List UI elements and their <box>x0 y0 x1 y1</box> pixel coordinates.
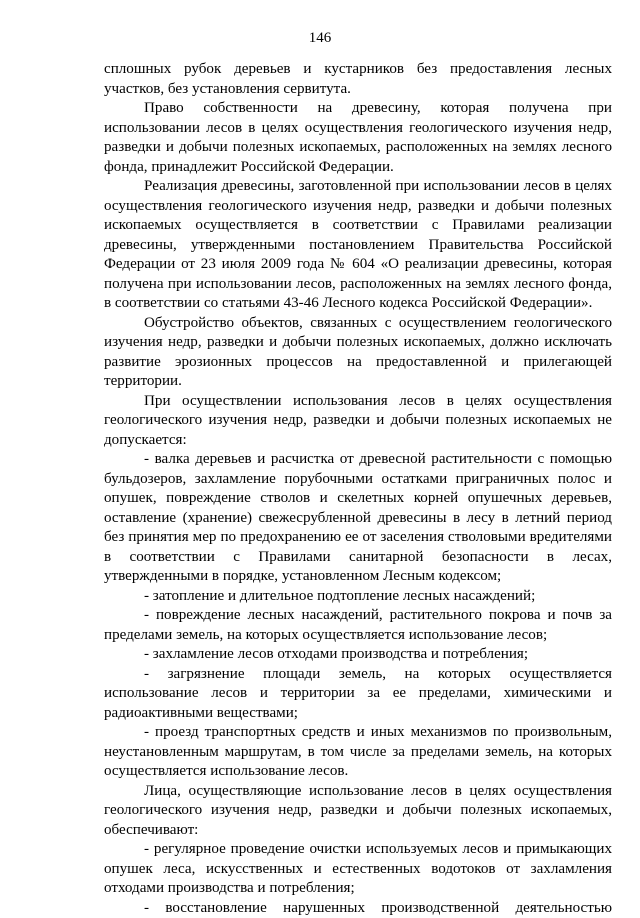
list-item-pollution: - загрязнение площади земель, на которых осуществляется использование лесов и территории за ее пределами, химическими и радиоактивными веществами; <box>104 665 612 724</box>
paragraph-timber-sale: Реализация древесины, заготовленной при использовании лесов в целях осуществления геологического изучения недр, разведки и добычи полезных ископаемых осуществляется в соответствии с Правилами реализации древесины, утвержденными постановлением Правительства Российской Федерации от 23 июля 2009 года № 604 «О реализации древесины, которая получена при использовании лесов, расположенных на землях лесного фонда, в соответствии со статьями 43-46 Лесного кодекса Российской Федерации». <box>104 177 612 314</box>
list-item-cleaning: - регулярное проведение очистки используемых лесов и примыкающих опушек леса, искусственных и естественных водотоков от захламления отходами производства и потребления; <box>104 840 612 899</box>
document-body <box>104 60 612 918</box>
list-item-felling: - валка деревьев и расчистка от древесной растительности с помощью бульдозеров, захламление порубочными остатками приграничных полос и опушек, повреждение стволов и скелетных корней опушечных деревьев, оставление (хранение) свежесрубленной древесины в лесу в летний период без принятия мер по предохранению ее от заселения стволовыми вредителями в соответствии с Правилами санитарной безопасности в лесах, утвержденными в порядке, установленном Лесным кодексом; <box>104 450 612 587</box>
list-item-vehicle-passage: - проезд транспортных средств и иных механизмов по произвольным, неустановленным маршрутам, в том числе за пределами земель, на которых осуществляется использование лесов. <box>104 723 612 782</box>
paragraph-continuation: сплошных рубок деревьев и кустарников без предоставления лесных участков, без установления сервитута. <box>104 60 612 99</box>
paragraph-infrastructure: Обустройство объектов, связанных с осуществлением геологического изучения недр, разведки и добычи полезных ископаемых, должно исключать развитие эрозионных процессов на предоставленной и прилегающей территории. <box>104 314 612 392</box>
paragraph-obligations-intro: Лица, осуществляющие использование лесов в целях осуществления геологического изучения недр, разведки и добычи полезных ископаемых, обеспечивают: <box>104 782 612 841</box>
page-number: 146 <box>0 29 640 47</box>
paragraph-ownership: Право собственности на древесину, которая получена при использовании лесов в целях осуществления геологического изучения недр, разведки и добычи полезных ископаемых, расположенных на землях лесного фонда, принадлежит Российской Федерации. <box>104 99 612 177</box>
paragraph-prohibitions-intro: При осуществлении использования лесов в целях осуществления геологического изучения недр, разведки и добычи полезных ископаемых не допускается: <box>104 392 612 451</box>
list-item-flooding: - затопление и длительное подтопление лесных насаждений; <box>104 587 612 607</box>
list-item-restoration: - восстановление нарушенных производственной деятельностью <box>104 899 612 918</box>
list-item-damage: - повреждение лесных насаждений, растительного покрова и почв за пределами земель, на которых осуществляется использование лесов; <box>104 606 612 645</box>
list-item-littering: - захламление лесов отходами производства и потребления; <box>104 645 612 665</box>
